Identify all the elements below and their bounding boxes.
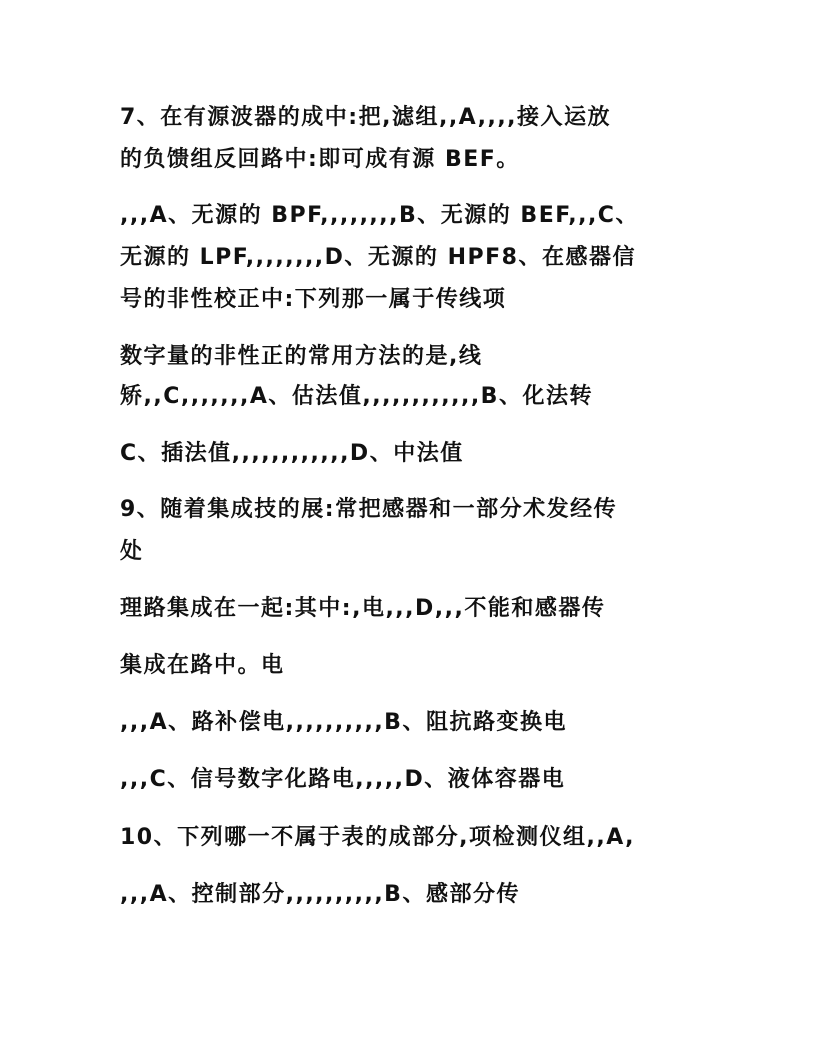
text-line: 7、在有源波器的成中:把,滤组,,A,,,,接入运放 bbox=[120, 105, 612, 130]
text-line: 10、下列哪一不属于表的成部分,项检测仪组,,A, bbox=[120, 825, 635, 850]
text-line: ,,,A、无源的 BPF,,,,,,,,B、无源的 BEF,,,C、 bbox=[120, 203, 639, 228]
text-line: 的负馈组反回路中:即可成有源 BEF。 bbox=[120, 147, 520, 172]
text-line: ,,,C、信号数字化路电,,,,,D、液体容器电 bbox=[120, 767, 566, 792]
text-line: 号的非性校正中:下列那一属于传线项 bbox=[120, 287, 507, 312]
text-line: 数字量的非性正的常用方法的是,线 bbox=[120, 344, 483, 369]
text-line: 无源的 LPF,,,,,,,,D、无源的 HPF8、在感器信 bbox=[120, 245, 636, 270]
text-line: 集成在路中。电 bbox=[120, 653, 285, 678]
text-line: C、插法值,,,,,,,,,,,,D、中法值 bbox=[120, 441, 464, 466]
text-line: 处 bbox=[120, 539, 144, 564]
text-line: 理路集成在一起:其中:,电,,,D,,,不能和感器传 bbox=[120, 596, 606, 621]
text-line: 9、随着集成技的展:常把感器和一部分术发经传 bbox=[120, 497, 618, 522]
text-line: 矫,,C,,,,,,,A、估法值,,,,,,,,,,,,B、化法转 bbox=[120, 384, 593, 409]
text-line: ,,,A、路补偿电,,,,,,,,,,B、阻抗路变换电 bbox=[120, 710, 567, 735]
text-line: ,,,A、控制部分,,,,,,,,,,B、感部分传 bbox=[120, 882, 520, 907]
